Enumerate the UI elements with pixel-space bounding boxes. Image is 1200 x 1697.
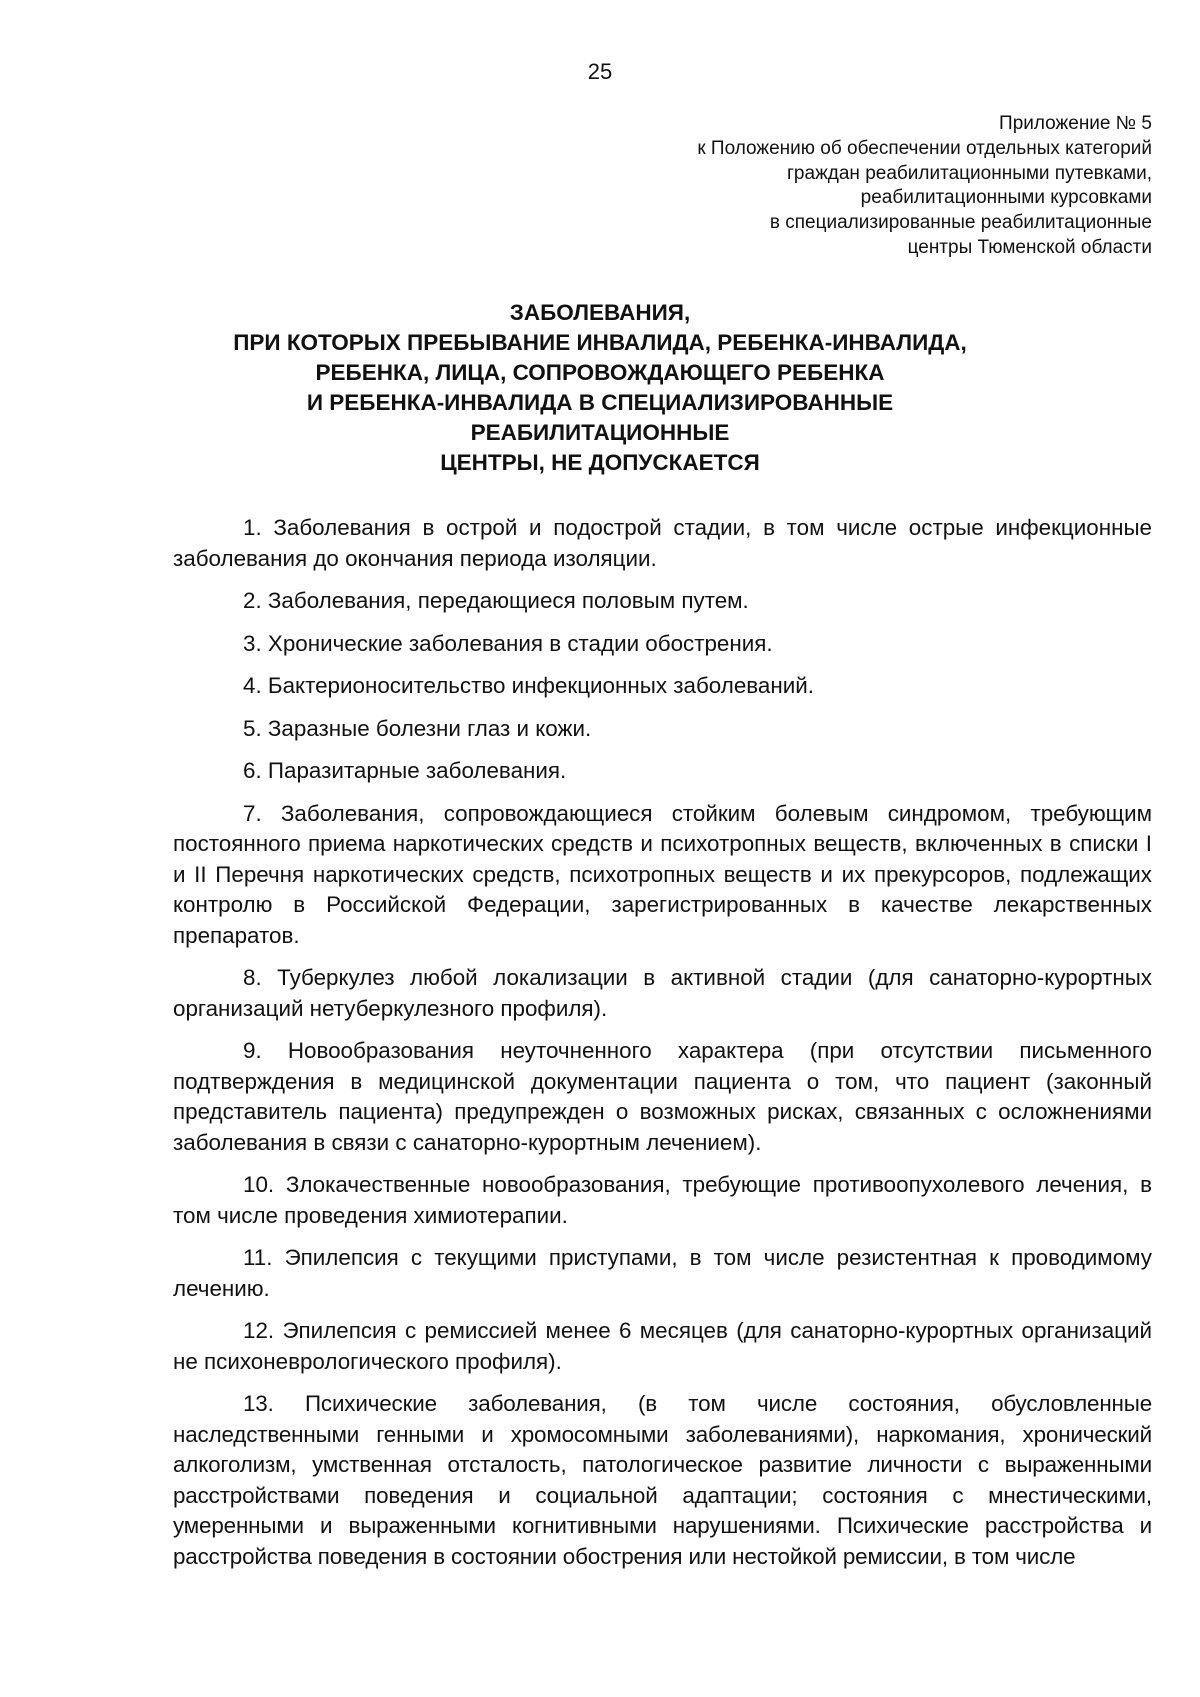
title-line: РЕАБИЛИТАЦИОННЫЕ — [470, 420, 730, 445]
list-item: 2. Заболевания, передающиеся половым путем. — [243, 588, 749, 613]
list-item: 7. Заболевания, сопровождающиеся стойким болевым синдромом, требующим постоянного приема наркотических средств и психотропных веществ, включенных в списки I и II Перечня наркотических средств, психотропных веществ и их прекурсоров, подлежащих контролю в Российской Федерации, зарегистрированных в качестве лекарственных препаратов. — [173, 800, 1152, 948]
document-title — [0, 298, 1200, 478]
appendix-line: в специализированные реабилитационные — [769, 212, 1152, 234]
title-line: ПРИ КОТОРЫХ ПРЕБЫВАНИЕ ИНВАЛИДА, РЕБЕНКА-ИНВАЛИДА, — [233, 330, 967, 355]
disease-list — [173, 513, 1152, 1584]
list-item: 9. Новообразования неуточненного характера (при отсутствии письменного подтверждения в медицинской документации пациента о том, что пациент (законный представитель пациента) предупрежден о возможных рисках, связанных с осложнениями заболевания в связи с санаторно-курортным лечением). — [173, 1038, 1152, 1155]
list-item: 1. Заболевания в острой и подострой стадии, в том числе острые инфекционные заболевания до окончания периода изоляции. — [173, 515, 1152, 571]
title-line: ЦЕНТРЫ, НЕ ДОПУСКАЕТСЯ — [440, 450, 760, 475]
list-item: 5. Заразные болезни глаз и кожи. — [243, 715, 592, 741]
appendix-line: центры Тюменской области — [907, 236, 1152, 258]
appendix-line: к Положению об обеспечении отдельных категорий — [697, 137, 1152, 159]
list-item: 13. Психические заболевания, (в том числе состояния, обусловленные наследственными генными и хромосомными заболеваниями), наркомания, хронический алкоголизм, умственная отсталость, патологическое развитие личности с выраженными расстройствами поведения и социальной адаптации; состояния с мнестическими, умеренными и выраженными когнитивными нарушениями. Психические расстройства и расстройства поведения в состоянии обострения или нестойкой ремиссии, в том числе — [173, 1391, 1152, 1569]
appendix-header — [452, 112, 1152, 261]
appendix-line: граждан реабилитационными путевками, — [787, 162, 1152, 184]
title-line: РЕБЕНКА, ЛИЦА, СОПРОВОЖДАЮЩЕГО РЕБЕНКА — [315, 360, 885, 385]
appendix-line: реабилитационными курсовками — [860, 187, 1152, 209]
title-line: И РЕБЕНКА-ИНВАЛИДА В СПЕЦИАЛИЗИРОВАННЫЕ — [306, 390, 894, 415]
title-line: ЗАБОЛЕВАНИЯ, — [509, 300, 691, 325]
list-item: 3. Хронические заболевания в стадии обострения. — [243, 630, 773, 656]
list-item: 6. Паразитарные заболевания. — [243, 758, 567, 783]
list-item: 10. Злокачественные новообразования, требующие противоопухолевого лечения, в том числе проведения химиотерапии. — [173, 1172, 1152, 1228]
list-item: 12. Эпилепсия с ремиссией менее 6 месяцев (для санаторно-курортных организаций не психоневрологического профиля). — [173, 1318, 1152, 1374]
list-item: 8. Туберкулез любой локализации в активной стадии (для санаторно-курортных организаций нетуберкулезного профиля). — [173, 965, 1152, 1021]
appendix-line: Приложение № 5 — [999, 113, 1152, 134]
list-item: 11. Эпилепсия с текущими приступами, в том числе резистентная к проводимому лечению. — [173, 1245, 1152, 1301]
list-item: 4. Бактерионосительство инфекционных заболеваний. — [243, 673, 814, 698]
page-number: 25 — [587, 59, 613, 84]
